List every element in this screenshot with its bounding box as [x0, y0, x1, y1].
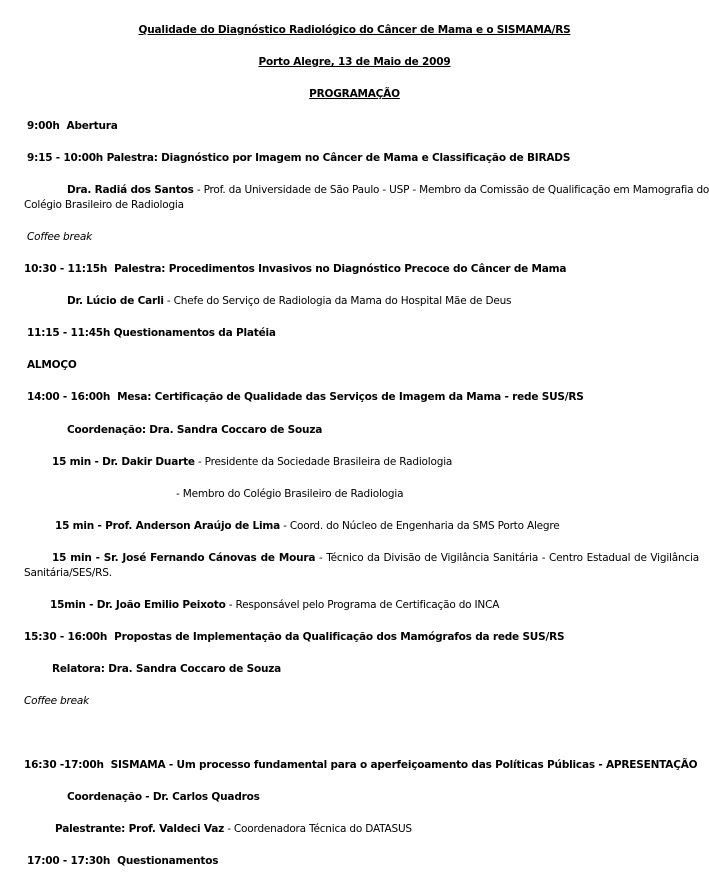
panel-item-desc: - Presidente da Sociedade Brasileira de Radiologia [194, 456, 453, 468]
item-time: 14:00 - 16:00h [27, 391, 111, 403]
item-questions-2 [27, 855, 218, 868]
item-time: 9:15 - 10:00h [27, 152, 104, 164]
item-label: Questionamentos da Platéia [113, 327, 276, 339]
item-label: Abertura [66, 120, 118, 132]
panel-item-1-desc-2: - Membro do Colégio Brasileiro de Radiologia [176, 488, 404, 500]
panel-item-desc: - Coord. do Núcleo de Engenharia da SMS Porto Alegre [280, 520, 560, 532]
panel-item-3 [52, 552, 699, 565]
panel-item-lead: 15min - Dr. João Emilio Peixoto [50, 599, 226, 611]
coffee-break-2: Coffee break [24, 695, 89, 707]
coffee-break-1: Coffee break [27, 231, 92, 243]
item-title: Propostas de Implementação da Qualificação dos Mamógrafos da rede SUS/RS [114, 631, 565, 643]
item-title: Palestra: Diagnóstico por Imagem no Câncer de Mama e Classificação de BIRADS [106, 152, 571, 164]
item-label: Questionamentos [117, 855, 219, 867]
item-title: SISMAMA - Um processo fundamental para o aperfeiçoamento das Políticas Públicas - APRESENTAÇÃO [110, 759, 698, 771]
relatora: Relatora: Dra. Sandra Coccaro de Souza [52, 663, 282, 675]
item-time: 15:30 - 16:00h [24, 631, 108, 643]
panel-item-desc: - Responsável pelo Programa de Certificação do INCA [225, 599, 500, 611]
speaker-name: Dr. Lúcio de Carli [67, 295, 164, 307]
panel-item-lead: 15 min - Dr. Dakir Duarte [52, 456, 195, 468]
document-title: Qualidade do Diagnóstico Radiológico do Câncer de Mama e o SISMAMA/RS [138, 24, 571, 36]
item-time: 17:00 - 17:30h [27, 855, 111, 867]
speaker-line [67, 295, 511, 308]
panel-item-desc: - Técnico da Divisão de Vigilância Sanitária - Centro Estadual de Vigilância [315, 552, 699, 564]
item-title: Mesa: Certificação de Qualidade das Serviços de Imagem da Mama - rede SUS/RS [117, 391, 584, 403]
speaker-desc: - Coordenadora Técnica do DATASUS [224, 823, 412, 835]
speaker-line [55, 823, 412, 836]
speaker-desc: - Prof. da Universidade de São Paulo - USP - Membro da Comissão de Qualificação em Mamografia do [193, 184, 709, 196]
item-time: 9:00h [27, 120, 60, 132]
item-time: 16:30 -17:00h [24, 759, 104, 771]
panel-item-lead: 15 min - Prof. Anderson Araújo de Lima [55, 520, 281, 532]
item-palestra-2 [24, 263, 566, 276]
panel-item-lead: 15 min - Sr. José Fernando Cánovas de Moura [52, 552, 316, 564]
item-lunch: ALMOÇO [27, 359, 77, 371]
item-mesa [27, 391, 584, 404]
speaker-name: Dra. Radiá dos Santos [67, 184, 194, 196]
item-sismama [24, 759, 697, 772]
item-questions-1 [27, 327, 276, 340]
speaker-lead: Palestrante: Prof. Valdeci Vaz [55, 823, 225, 835]
panel-item-1 [52, 456, 452, 469]
item-time: 10:30 - 11:15h [24, 263, 108, 275]
speaker-line [67, 184, 709, 197]
speaker-desc-continued: Colégio Brasileiro de Radiologia [24, 199, 184, 211]
panel-item-2 [55, 520, 560, 533]
place-date: Porto Alegre, 13 de Maio de 2009 [258, 56, 451, 68]
item-abertura [27, 120, 118, 133]
panel-item-4 [50, 599, 499, 612]
item-palestra-1 [27, 152, 570, 165]
item-title: Palestra: Procedimentos Invasivos no Diagnóstico Precoce do Câncer de Mama [114, 263, 567, 275]
panel-item-3-desc-2: Sanitária/SES/RS. [24, 567, 112, 579]
coordination: Coordenação: Dra. Sandra Coccaro de Souza [67, 424, 323, 436]
item-time: 11:15 - 11:45h [27, 327, 111, 339]
item-propostas [24, 631, 564, 644]
speaker-desc: - Chefe do Serviço de Radiologia da Mama do Hospital Mãe de Deus [163, 295, 512, 307]
coordination: Coordenação - Dr. Carlos Quadros [67, 791, 260, 803]
section-heading: PROGRAMAÇÃO [309, 88, 400, 100]
